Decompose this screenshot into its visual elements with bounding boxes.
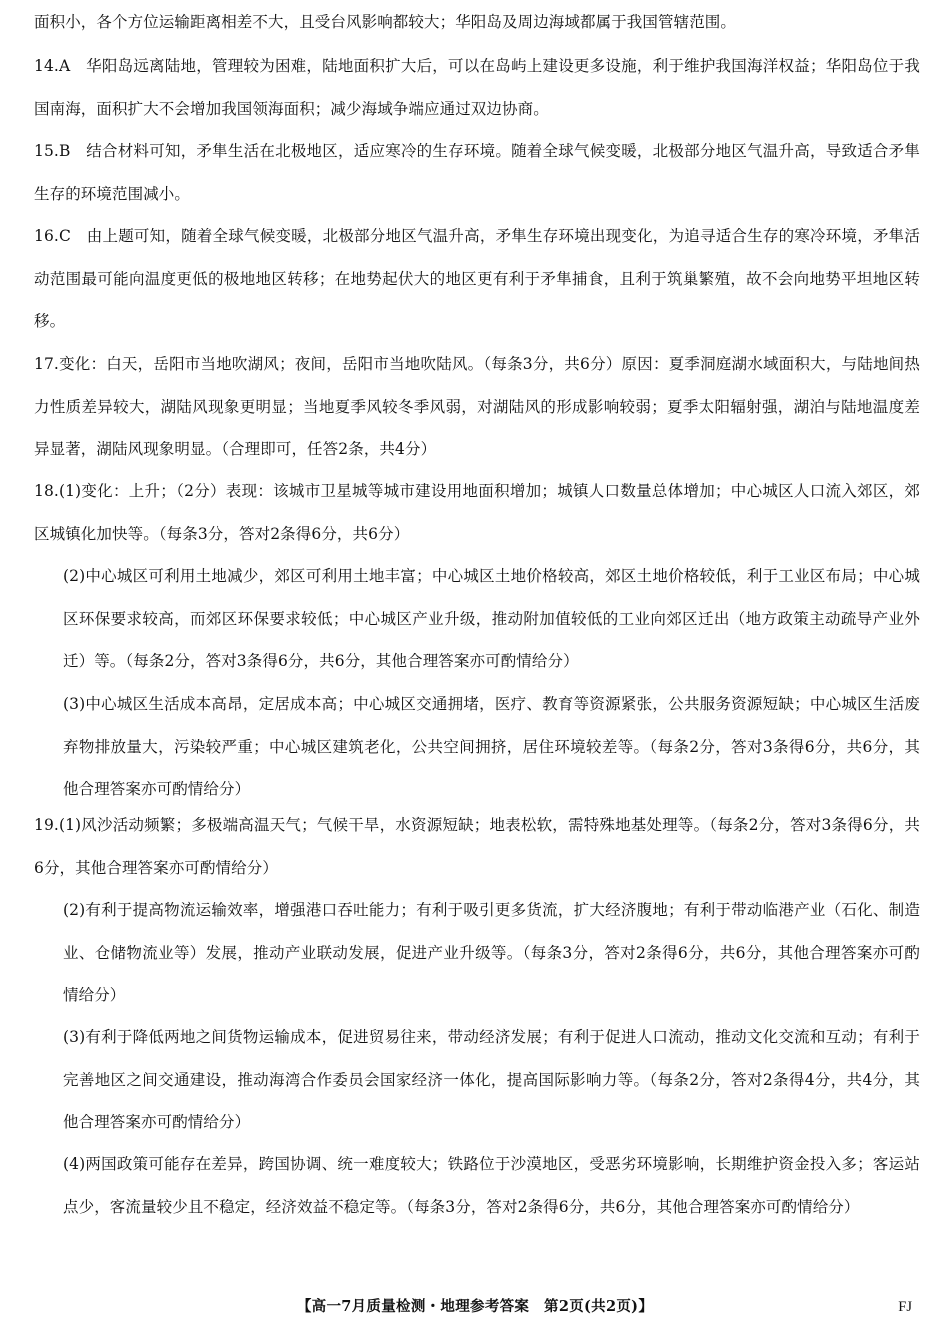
answer-17: 17.变化：白天，岳阳市当地吹湖风；夜间，岳阳市当地吹陆风。（每条3分，共6分）原因：夏季洞庭湖水域面积大，与陆地间热力性质差异较大，湖陆风现象更明显；当地夏季风较冬季风弱，对湖陆风的形成影响较弱；夏季太阳辐射强，湖泊与陆地温度差异显著，湖陆风现象明显。（合理即可，任答2条，共4分） [34, 355, 920, 458]
answer-18-part-2: (2)中心城区可利用土地减少，郊区可利用土地丰富；中心城区土地价格较高，郊区土地价格较低，利于工业区布局；中心城区环保要求较高，而郊区环保要求较低；中心城区产业升级，推动附加值较低的工业向郊区迁出（地方政策主动疏导产业外迁）等。（每条2分，答对3条得6分，共6分，其他合理答案亦可酌情给分） [63, 567, 920, 670]
answer-19-part-2: (2)有利于提高物流运输效率，增强港口吞吐能力；有利于吸引更多货流，扩大经济腹地；有利于带动临港产业（石化、制造业、仓储物流业等）发展，推动产业联动发展，促进产业升级等。（每条3分，答对2条得6分，共6分，其他合理答案亦可酌情给分） [63, 901, 920, 1004]
answer-18-part-3: (3)中心城区生活成本高昂，定居成本高；中心城区交通拥堵，医疗、教育等资源紧张，公共服务资源短缺；中心城区生活废弃物排放量大，污染较严重；中心城区建筑老化，公共空间拥挤，居住环境较差等。（每条2分，答对3条得6分，共6分，其他合理答案亦可酌情给分） [63, 695, 920, 798]
answer-19-part-1: 19.(1)风沙活动频繁；多极端高温天气；气候干旱，水资源短缺；地表松软，需特殊地基处理等。（每条2分，答对3条得6分，共6分，其他合理答案亦可酌情给分） [34, 816, 920, 877]
footer-code: FJ [898, 1299, 912, 1315]
answer-13-continuation: 面积小，各个方位运输距离相差不大，且受台风影响都较大；华阳岛及周边海域都属于我国管辖范围。 [34, 13, 737, 31]
answer-19-part-4: (4)两国政策可能存在差异，跨国协调、统一难度较大；铁路位于沙漠地区，受恶劣环境影响，长期维护资金投入多；客运站点少，客流量较少且不稳定，经济效益不稳定等。（每条3分，答对2条得6分，共6分，其他合理答案亦可酌情给分） [63, 1155, 920, 1216]
page-footer [0, 1293, 950, 1321]
answer-16: 16.C 由上题可知，随着全球气候变暖，北极部分地区气温升高，矛隼生存环境出现变化，为追寻适合生存的寒冷环境，矛隼活动范围最可能向温度更低的极地地区转移；在地势起伏大的地区更有利于矛隼捕食，且利于筑巢繁殖，故不会向地势平坦地区转移。 [34, 227, 920, 330]
answer-15: 15.B 结合材料可知，矛隼生活在北极地区，适应寒冷的生存环境。随着全球气候变暖，北极部分地区气温升高，导致适合矛隼生存的环境范围减小。 [34, 142, 920, 203]
answer-18-part-1: 18.(1)变化：上升；（2分）表现：该城市卫星城等城市建设用地面积增加；城镇人口数量总体增加；中心城区人口流入郊区，郊区城镇化加快等。（每条3分，答对2条得6分，共6分） [34, 482, 920, 543]
answer-14: 14.A 华阳岛远离陆地，管理较为困难，陆地面积扩大后，可以在岛屿上建设更多设施，利于维护我国海洋权益；华阳岛位于我国南海，面积扩大不会增加我国领海面积；减少海域争端应通过双边协商。 [34, 57, 920, 118]
answer-19-part-3: (3)有利于降低两地之间货物运输成本，促进贸易往来，带动经济发展；有利于促进人口流动，推动文化交流和互动；有利于完善地区之间交通建设，推动海湾合作委员会国家经济一体化，提高国际影响力等。（每条2分，答对2条得4分，共4分，其他合理答案亦可酌情给分） [63, 1028, 920, 1131]
footer-title: 【高一7月质量检测・地理参考答案 第2页(共2页)】 [296, 1298, 654, 1315]
